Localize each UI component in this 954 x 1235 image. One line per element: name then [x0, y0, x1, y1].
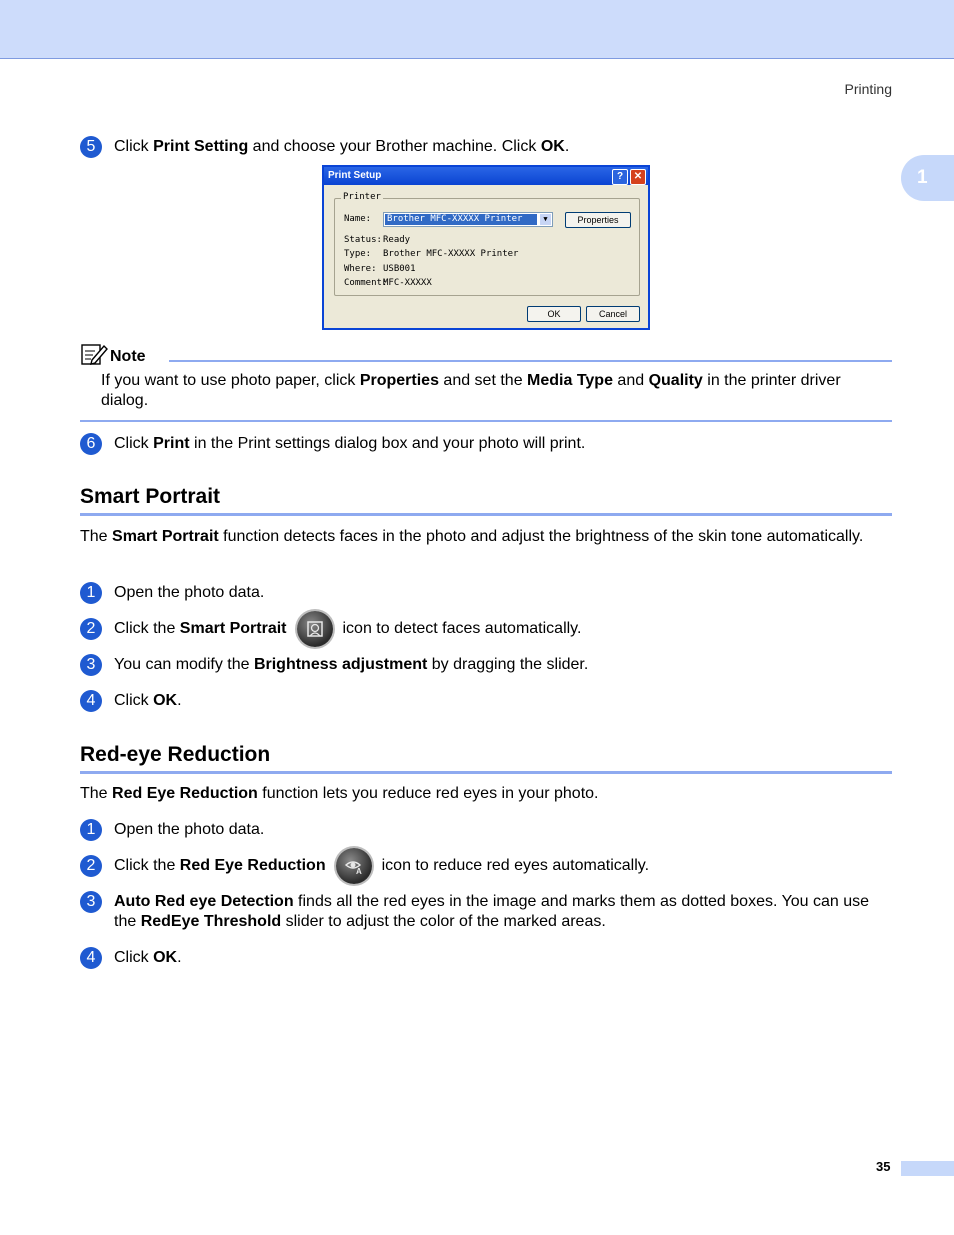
step-text: Click the Smart Portrait icon to detect faces automatically.: [114, 619, 892, 639]
where-value: USB001: [383, 264, 416, 274]
ok-button[interactable]: OK: [527, 306, 581, 322]
running-head: Printing: [844, 81, 892, 97]
step-number: 4: [80, 690, 102, 712]
red-eye-step-2: [80, 856, 892, 876]
dialog-title: Print Setup: [328, 170, 382, 181]
step-number: 6: [80, 433, 102, 455]
step-number: 2: [80, 855, 102, 877]
step-number: 3: [80, 891, 102, 913]
chevron-down-icon[interactable]: ▼: [540, 214, 551, 225]
note-header: [80, 342, 892, 364]
step-number: 2: [80, 618, 102, 640]
help-icon[interactable]: ?: [612, 169, 628, 185]
page-number: 35: [876, 1159, 891, 1174]
step-text: Click Print in the Print settings dialog box and your photo will print.: [114, 435, 586, 452]
close-icon[interactable]: ✕: [630, 169, 646, 185]
status-label: Status:: [344, 235, 382, 245]
step-text: You can modify the Brightness adjustment by dragging the slider.: [114, 656, 589, 673]
chapter-tab: [901, 155, 954, 201]
step-text: Click the Red Eye Reduction A icon to reduce red eyes automatically.: [114, 856, 892, 876]
eye-glyph: [345, 857, 363, 875]
where-label: Where:: [344, 264, 377, 274]
dialog-title-bar: [324, 167, 648, 185]
red-eye-icon[interactable]: [336, 848, 372, 884]
comment-label: Comment:: [344, 278, 388, 288]
printer-group: [334, 192, 640, 296]
section-heading-red-eye: Red-eye Reduction: [80, 743, 892, 774]
smart-portrait-intro: The Smart Portrait function detects faces in the photo and adjust the brightness of the skin tone automatically.: [80, 528, 864, 545]
name-label: Name:: [344, 214, 372, 224]
step-text: Open the photo data.: [114, 584, 265, 601]
section-heading-smart-portrait: Smart Portrait: [80, 485, 892, 516]
smart-portrait-icon[interactable]: [297, 611, 333, 647]
note-divider: [169, 360, 892, 362]
step-text: Auto Red eye Detection finds all the red eyes in the image and marks them as dotted boxes. You can use the RedEye Threshold slider to adjust the color of the marked areas.: [114, 893, 870, 930]
red-eye-step-1: [80, 820, 892, 840]
footer-bar: [901, 1161, 954, 1176]
step-5: [80, 137, 892, 157]
printer-name-value: Brother MFC-XXXXX Printer: [385, 214, 537, 225]
smart-portrait-step-4: [80, 691, 892, 711]
svg-text:A: A: [355, 866, 362, 875]
comment-value: MFC-XXXXX: [383, 278, 432, 288]
red-eye-step-3: [80, 892, 892, 932]
step-6: [80, 434, 892, 454]
chapter-number: 1: [917, 167, 928, 188]
note-pencil-icon: [80, 342, 108, 366]
step-number: 3: [80, 654, 102, 676]
type-label: Type:: [344, 249, 372, 259]
printer-group-label: Printer: [343, 192, 381, 202]
step-text: Click Print Setting and choose your Brother machine. Click OK.: [114, 138, 570, 155]
print-setup-dialog: [322, 165, 650, 330]
step-number: 1: [80, 819, 102, 841]
face-detect-glyph: [306, 620, 324, 638]
red-eye-step-4: [80, 948, 892, 968]
properties-button[interactable]: Properties: [565, 212, 631, 228]
note-divider-bottom: [80, 420, 892, 422]
step-number: 4: [80, 947, 102, 969]
step-number: 1: [80, 582, 102, 604]
cancel-button[interactable]: Cancel: [586, 306, 640, 322]
smart-portrait-step-2: [80, 619, 892, 639]
smart-portrait-step-3: [80, 655, 892, 675]
printer-name-select[interactable]: [383, 212, 553, 227]
step-text: Open the photo data.: [114, 821, 265, 838]
note-body: If you want to use photo paper, click Properties and set the Media Type and Quality in the printer driver dialog.: [101, 372, 841, 409]
smart-portrait-step-1: [80, 583, 892, 603]
red-eye-intro: The Red Eye Reduction function lets you reduce red eyes in your photo.: [80, 785, 599, 802]
type-value: Brother MFC-XXXXX Printer: [383, 249, 519, 259]
header-band: [0, 0, 954, 59]
step-text: Click OK.: [114, 949, 182, 966]
step-text: Click OK.: [114, 692, 182, 709]
status-value: Ready: [383, 235, 411, 245]
step-number: 5: [80, 136, 102, 158]
note-title: Note: [110, 348, 146, 365]
